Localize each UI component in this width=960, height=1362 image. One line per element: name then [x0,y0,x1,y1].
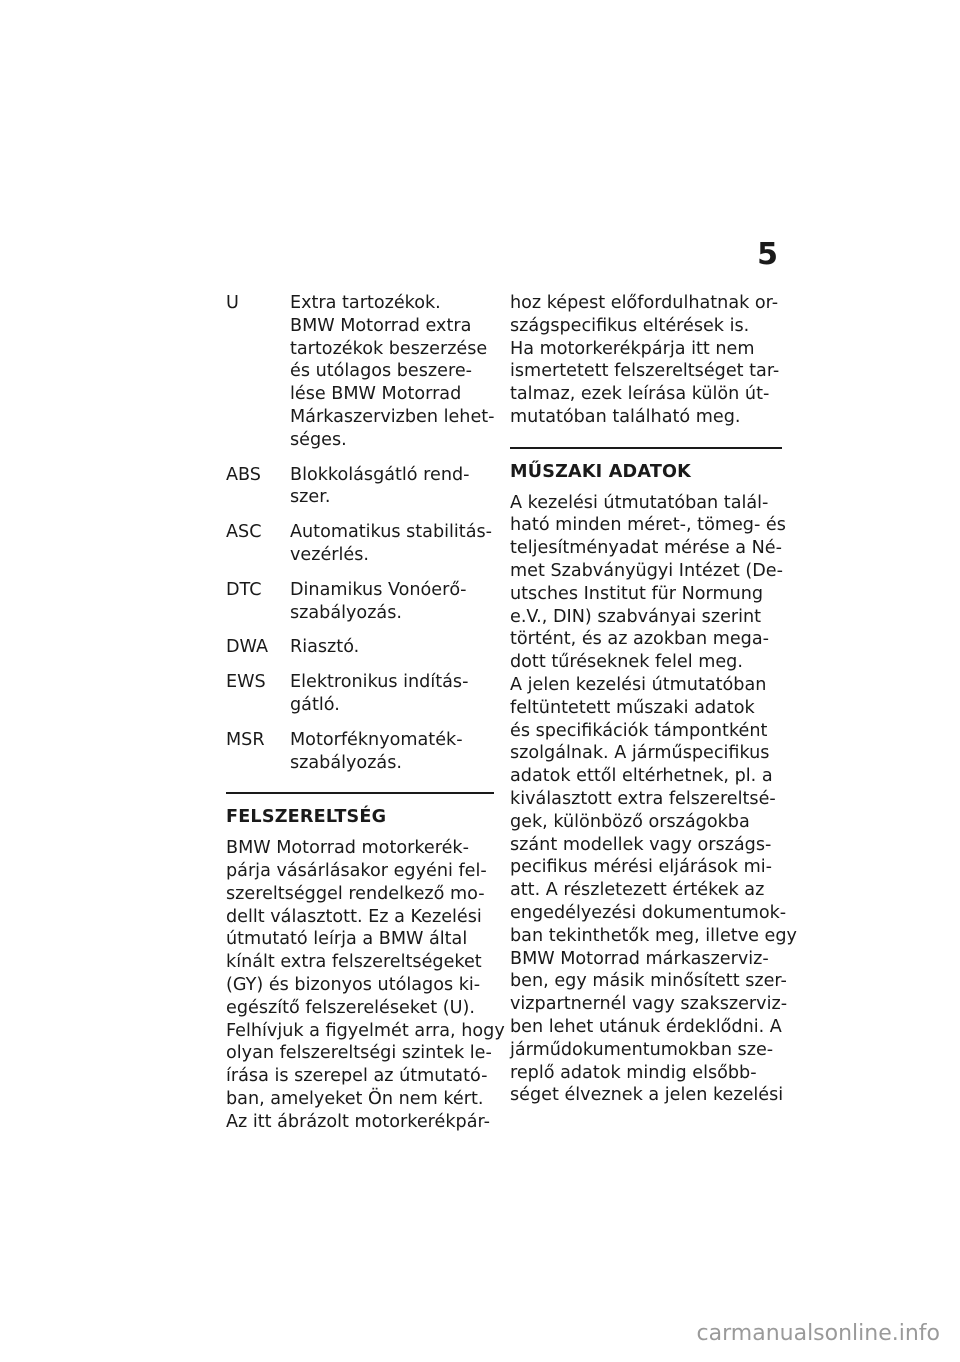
text-line: kiválasztott extra felszereltsé- [510,788,776,809]
text-line: att. A részletezett értékek az [510,880,765,901]
definition-line: Riasztó. [290,637,360,658]
text-line: mutatóban található meg. [510,406,741,427]
definition-line: Márkaszervizben lehet- [290,406,495,427]
text-line: járműdokumentumokban sze- [510,1039,774,1060]
text-line: replő adatok mindig elsőbb- [510,1062,757,1083]
abbreviation-row [226,671,494,717]
abbreviation-definition [290,292,495,452]
abbreviation-term: U [226,293,239,313]
abbreviation-definition [290,729,494,775]
text-line: szolgálnak. A járműspecifikus [510,743,770,764]
text-line: ban, amelyeket Ön nem kért. [226,1088,484,1109]
text-line: és specifikációk támpontként [510,720,768,741]
definition-line: BMW Motorrad extra [290,315,472,336]
muszaki-adatok-body [510,492,797,1108]
abbreviation-row [226,579,494,625]
definition-line: séges. [290,429,347,450]
text-line: Felhívjuk a figyelmét arra, hogy [226,1020,505,1041]
text-line: A jelen kezelési útmutatóban [510,674,767,695]
text-line: párja vásárlásakor egyéni fel- [226,860,487,881]
text-line: A kezelési útmutatóban talál- [510,492,769,513]
abbreviation-definition [290,521,494,567]
text-line: Az itt ábrázolt motorkerékpár- [226,1111,490,1132]
watermark: carmanualsonline.info [696,1321,940,1346]
text-line: engedélyezési dokumentumok- [510,902,787,923]
text-line: hoz képest előfordulhatnak or- [510,293,779,313]
text-line: történt, és az azokban mega- [510,629,769,650]
text-line: ismertetett felszereltséget tar- [510,361,780,382]
felszereltseg-body [226,837,505,1133]
text-line: szágspecifikus eltérések is. [510,315,750,336]
abbreviation-term: MSR [226,729,265,750]
definition-line: gátló. [290,694,340,715]
abbreviation-list [226,292,494,774]
abbreviation-definition [290,579,494,625]
text-line: ban tekinthetők meg, illetve egy [510,925,797,946]
text-line: gek, különböző országokba [510,811,750,832]
text-line: Ha motorkerékpárja itt nem [510,338,755,359]
text-line: utsches Institut für Normung [510,583,764,604]
definition-line: és utólagos beszere- [290,361,472,382]
abbreviation-row [226,464,494,510]
text-line: talmaz, ezek leírása külön út- [510,384,770,405]
definition-line: Motorféknyomaték- [290,729,463,750]
definition-line: tartozékok beszerzése [290,338,488,359]
abbreviation-term: DWA [226,637,269,658]
definition-line: vezérlés. [290,544,370,565]
abbreviation-term: ASC [226,522,262,543]
text-line: olyan felszereltségi szintek le- [226,1043,492,1064]
text-line: szánt modellek vagy országs- [510,834,772,855]
abbreviation-definition [290,464,494,510]
text-line: BMW Motorrad motorkerék- [226,838,469,859]
text-line: szereltséggel rendelkező mo- [226,883,485,904]
section-heading-felszereltseg: FELSZERELTSÉG [226,807,387,828]
text-line: dott tűréseknek felel meg. [510,652,743,673]
definition-line: Blokkolásgátló rend- [290,464,470,485]
definition-line: szabályozás. [290,752,402,773]
text-line: met Szabványügyi Intézet (De- [510,560,783,581]
text-line: (GY) és bizonyos utólagos ki- [226,974,481,995]
text-line: írása is szerepel az útmutató- [226,1066,488,1087]
text-line: ben, egy másik minősített szer- [510,971,787,992]
page-number: 5 [757,237,778,272]
left-column [226,292,505,1134]
text-line: ható minden méret-, tömeg- és [510,515,786,536]
definition-line: Automatikus stabilitás- [290,522,492,543]
definition-line: Extra tartozékok. [290,293,441,313]
abbreviation-definition [290,636,494,659]
definition-line: Elektronikus indítás- [290,672,469,693]
continued-paragraph [510,292,782,429]
section-heading-muszaki-adatok: MŰSZAKI ADATOK [510,461,692,482]
abbreviation-row [226,521,494,567]
definition-line: Dinamikus Vonóerő- [290,579,467,600]
abbreviation-definition [290,671,494,717]
text-line: feltüntetett műszaki adatok [510,697,755,718]
abbreviation-term: DTC [226,579,262,600]
text-line: dellt választott. Ez a Kezelési [226,906,482,927]
text-line: kínált extra felszereltségeket [226,952,482,973]
text-line: adatok ettől eltérhetnek, pl. a [510,766,773,787]
text-line: ben lehet utánuk érdeklődni. A [510,1016,782,1037]
abbreviation-row [226,729,494,775]
text-line: teljesítményadat mérése a Né- [510,538,782,559]
text-line: egészítő felszereléseket (U). [226,997,475,1018]
abbreviation-term: ABS [226,464,261,485]
text-line: séget élveznek a jelen kezelési [510,1085,784,1106]
text-line: vizpartnernél vagy szakszerviz- [510,994,788,1015]
text-line: BMW Motorrad márkaszerviz- [510,948,769,969]
definition-line: szabályozás. [290,602,402,623]
right-column [510,292,797,1107]
abbreviation-row [226,636,494,659]
text-line: útmutató leírja a BMW által [226,929,468,950]
abbreviation-term: EWS [226,672,266,693]
definition-line: szer. [290,487,331,508]
text-line: e.V., DIN) szabványai szerint [510,606,762,627]
section-divider [226,792,494,794]
abbreviation-row [226,292,494,452]
text-line: pecifikus mérési eljárások mi- [510,857,772,878]
section-divider [510,447,782,449]
definition-line: lése BMW Motorrad [290,384,462,405]
